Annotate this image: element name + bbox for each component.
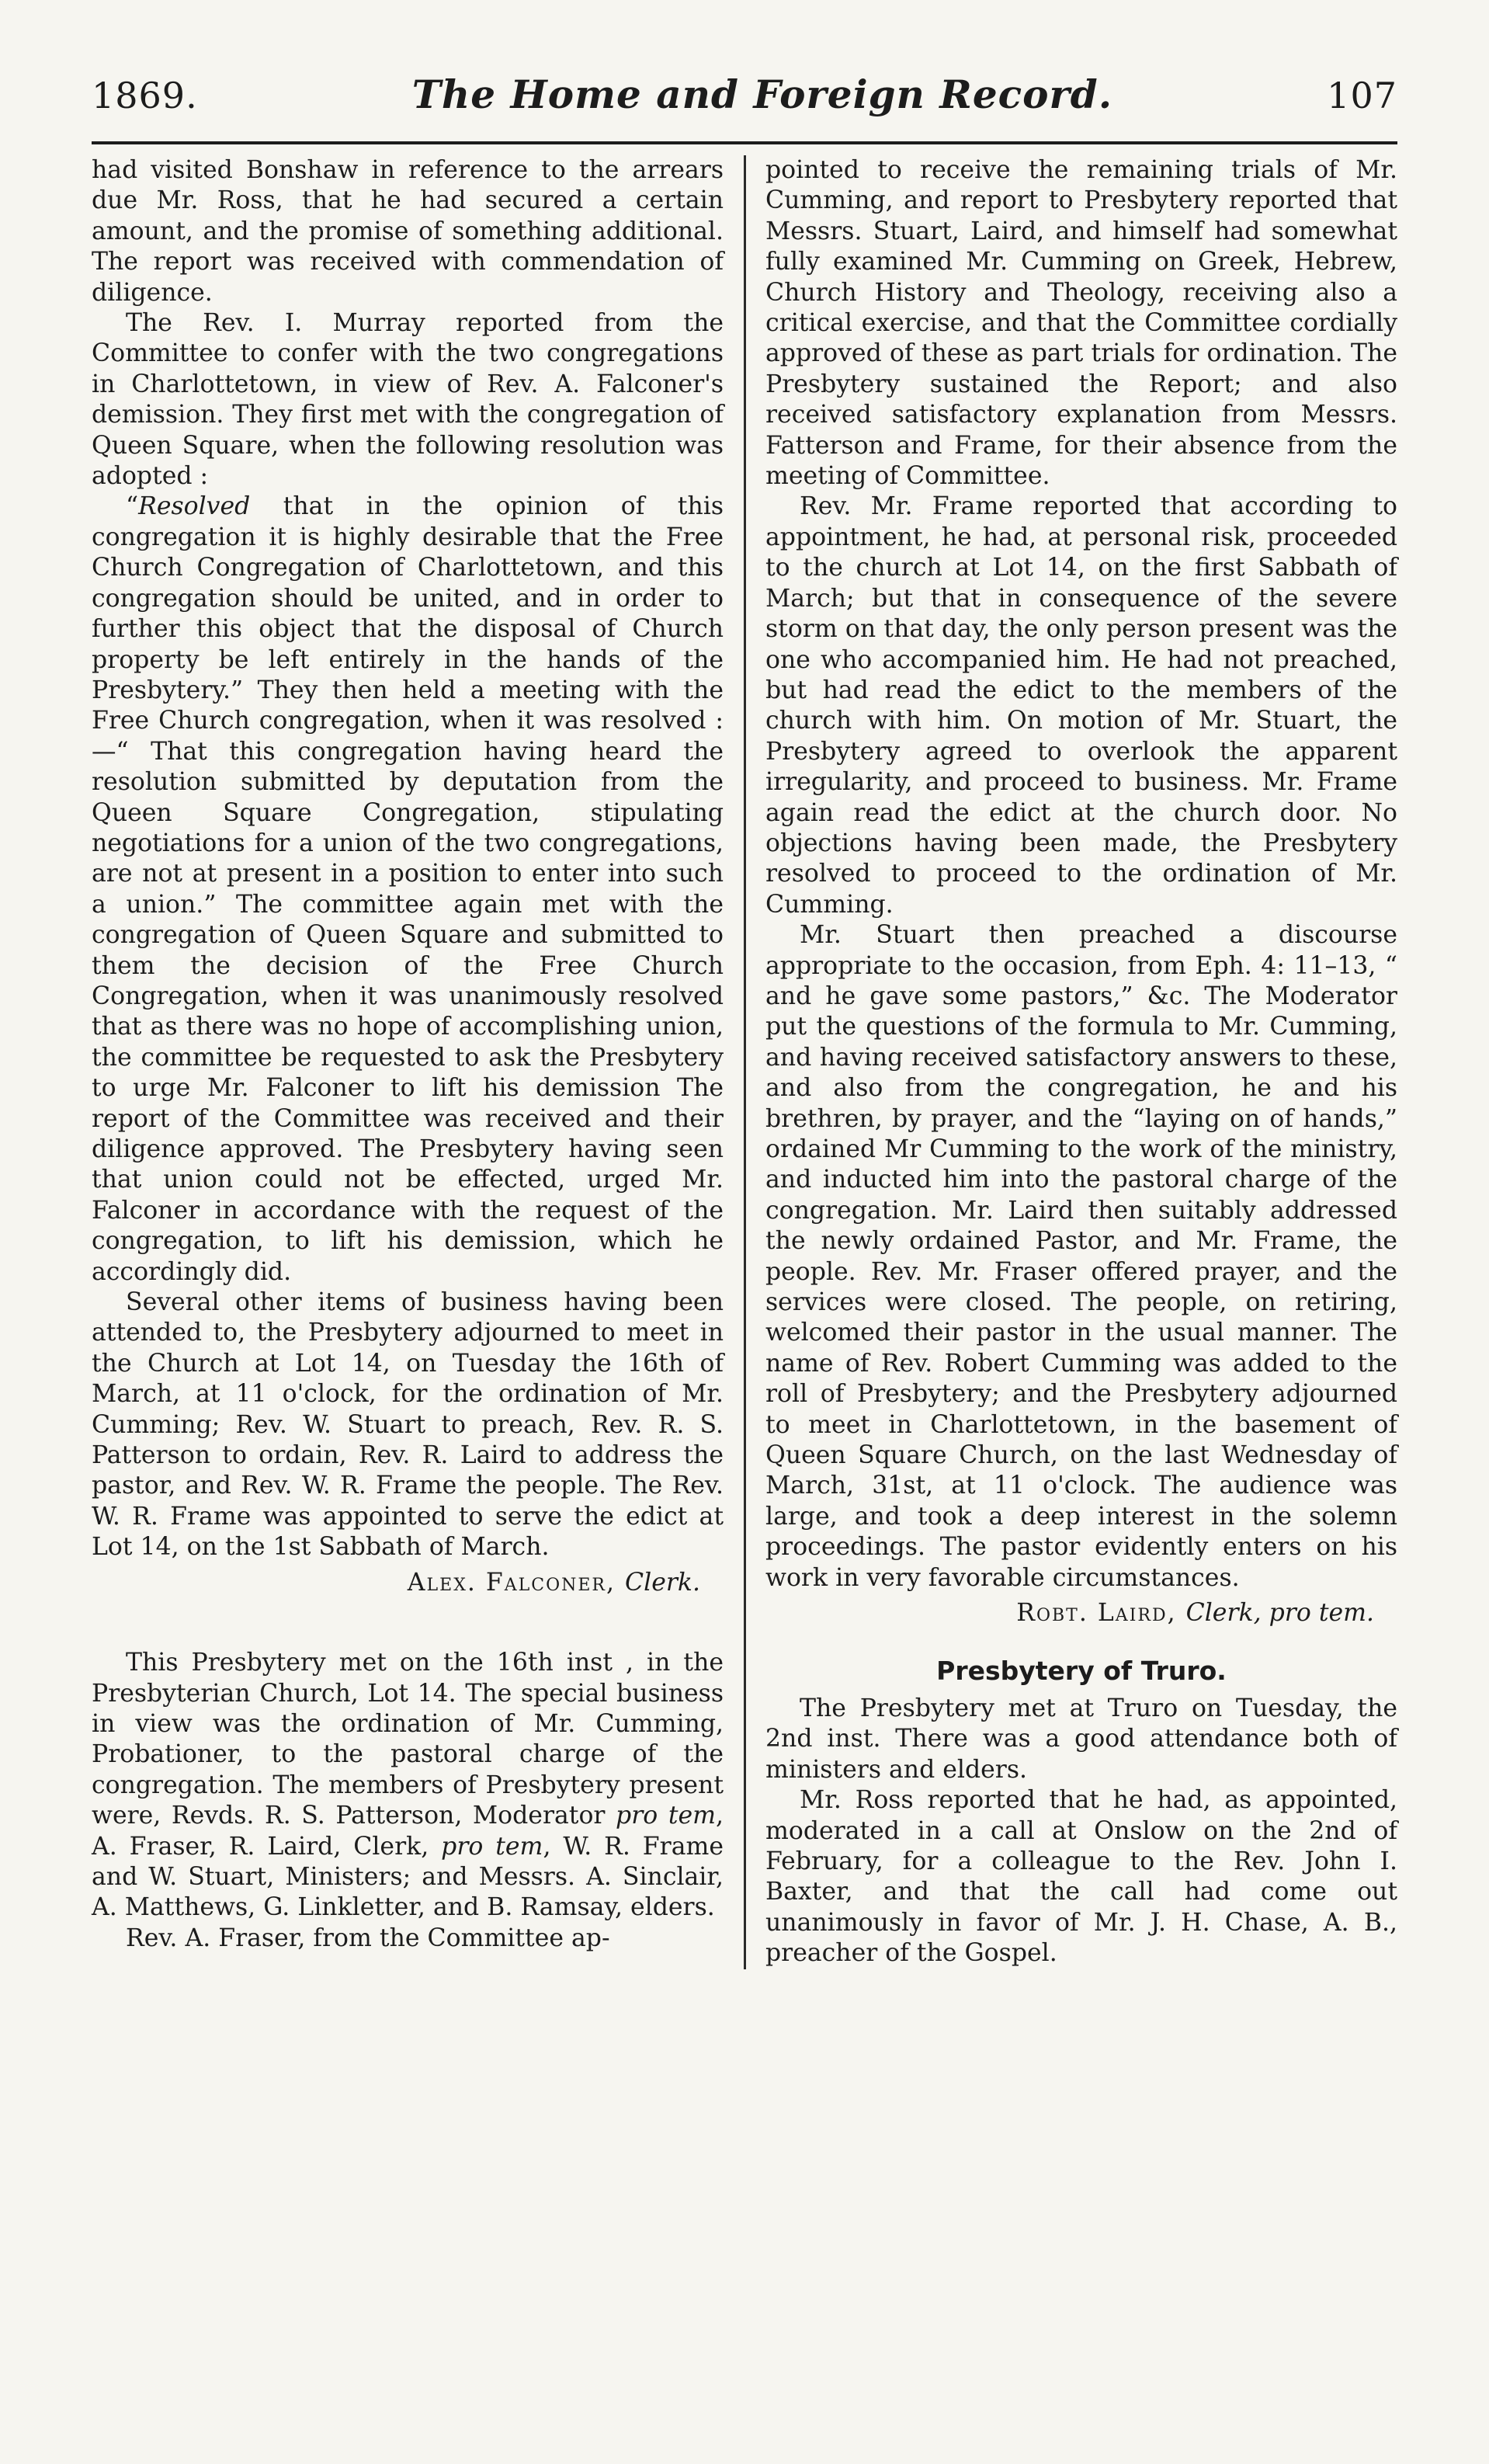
- running-head: [92, 71, 1397, 137]
- open-quote: “: [126, 492, 139, 521]
- pro-tem-italic: pro tem: [441, 1832, 543, 1861]
- pro-tem-italic: pro tem: [616, 1802, 716, 1830]
- section-heading: Presbytery of Truro.: [936, 1655, 1227, 1686]
- section-gap: [92, 1598, 724, 1648]
- signature-laird: [765, 1598, 1374, 1628]
- journal-title: The Home and Foreign Record.: [411, 71, 1113, 117]
- signature-name: Alex. Falconer,: [407, 1568, 616, 1597]
- paragraph: Rev. A. Fraser, from the Committee ap-: [126, 1924, 610, 1952]
- signature-role: Clerk, pro tem.: [1185, 1599, 1374, 1628]
- right-column: [765, 155, 1397, 1969]
- signature-role: Clerk.: [625, 1568, 700, 1597]
- text-run: , W. R. Frame and W. Stuart, Ministers; and Messrs. A. Sinclair, A. Matthews, G. Linkletter, and B. Ramsay, elders.: [92, 1832, 724, 1922]
- paragraph: pointed to receive the remaining trials of Mr. Cumming, and report to Presbytery reported that Messrs. Stuart, Laird, and himself had somewhat fully examined Mr. Cumming on Greek, Hebrew, Church History and Theology, receiving also a critical exercise, and that the Committee cordially approved of these as part trials for ordination. The Presbytery sustained the Report; and also received satisfactory explanation from Messrs. Fatterson and Frame, for their absence from the meeting of Committee.: [765, 156, 1397, 491]
- signature-falconer: [92, 1568, 700, 1598]
- resolution-text: that in the opinion of this congregation it is highly desirable that the Free Church Congregation of Charlottetown, and this congregation should be united, and in order to further this object that the disposal of Church property be left entirely in the hands of the Presbytery.” They then held a meeting with the Free Church congregation, when it was resolved :—“ That this congregation having heard the resolution submitted by deputation from the Queen Square Congregation, stipulating negotiations for a union of the two congregations, are not at present in a position to enter into such a union.” The committee again met with the congregation of Queen Square and submitted to them the decision of the Free Church Congregation, when it was unanimously resolved that as there was no hope of accomplishing union, the committee be requested to ask the Presbytery to urge Mr. Falconer to lift his demission The report of the Committee was received and their diligence approved. The Presbytery having seen that union could not be effected, urged Mr. Falconer in accordance with the request of the congregation, to lift his demission, which he accordingly did.: [92, 492, 724, 1286]
- paragraph: had visited Bonshaw in reference to the arrears due Mr. Ross, that he had secured a certain amount, and the promise of something additional. The report was received with commendation of diligence.: [92, 156, 724, 307]
- paragraph: The Presbytery met at Truro on Tuesday, the 2nd inst. There was a good attendance both of ministers and elders.: [765, 1694, 1397, 1784]
- paragraph: Mr. Stuart then preached a discourse appropriate to the occasion, from Eph. 4: 11–13, “ and he gave some pastors,” &c. The Moderator put the questions of the formula to Mr. Cumming, and having received satisfactory answers to these, and also from the congregation, he and his brethren, by prayer, and the “laying on of hands,” ordained Mr Cumming to the work of the ministry, and inducted him into the pastoral charge of the congregation. Mr. Laird then suitably addressed the newly ordained Pastor, and Mr. Frame, the people. Rev. Mr. Fraser offered prayer, and the services were closed. The people, on retiring, welcomed their pastor in the usual manner. The name of Rev. Robert Cumming was added to the roll of Presbytery; and the Presbytery adjourned to meet in Charlottetown, in the basement of Queen Square Church, on the last Wednesday of March, 31st, at 11 o'clock. The audience was large, and took a deep interest in the solemn proceedings. The pastor evidently enters on his work in very favorable circumstances.: [765, 921, 1397, 1592]
- column-divider: [744, 155, 746, 1969]
- resolved-word: Resolved: [138, 492, 251, 521]
- paragraph: Rev. Mr. Frame reported that according to appointment, he had, at personal risk, proceeded to the church at Lot 14, on the first Sabbath of March; but that in consequence of the severe storm on that day, the only person present was the one who accompanied him. He had not preached, but had read the edict to the members of the church with him. On motion of Mr. Stuart, the Presbytery agreed to overlook the apparent irregularity, and proceed to business. Mr. Frame again read the edict at the church door. No objections having been made, the Presbytery resolved to proceed to the ordination of Mr. Cumming.: [765, 492, 1397, 919]
- header-rule: [92, 141, 1397, 144]
- paragraph-resolution: [92, 492, 724, 1288]
- paragraph-ordination: [92, 1648, 724, 1924]
- two-column-body: [92, 155, 1397, 1969]
- text-run: This Presbytery met on the 16th inst , in the Presbyterian Church, Lot 14. The special business in view was the ordination of Mr. Cumming, Probationer, to the pastoral charge of the congregation. The members of Presbytery present were, Revds. R. S. Patterson, Moderator: [92, 1649, 724, 1830]
- paragraph: The Rev. I. Murray reported from the Committee to confer with the two congregations in Charlottetown, in view of Rev. A. Falconer's demission. They first met with the congregation of Queen Square, when the following resolution was adopted :: [92, 309, 724, 491]
- page-number: 107: [1327, 75, 1397, 116]
- text-run: , A. Fraser, R. Laird, Clerk,: [92, 1802, 724, 1861]
- paragraph: Mr. Ross reported that he had, as appointed, moderated in a call at Onslow on the 2nd of February, for a colleague to the Rev. John I. Baxter, and that the call had come out unanimously in favor of Mr. J. H. Chase, A. B., preacher of the Gospel.: [765, 1786, 1397, 1968]
- paragraph: Several other items of business having been attended to, the Presbytery adjourned to meet in the Church at Lot 14, on Tuesday the 16th of March, at 11 o'clock, for the ordination of Mr. Cumming; Rev. W. Stuart to preach, Rev. R. S. Patterson to ordain, Rev. R. Laird to address the pastor, and Rev. W. R. Frame the people. The Rev. W. R. Frame was appointed to serve the edict at Lot 14, on the 1st Sabbath of March.: [92, 1288, 724, 1562]
- left-column: [92, 155, 724, 1969]
- signature-name: Robt. Laird,: [1016, 1599, 1177, 1628]
- header-year: 1869.: [92, 75, 198, 116]
